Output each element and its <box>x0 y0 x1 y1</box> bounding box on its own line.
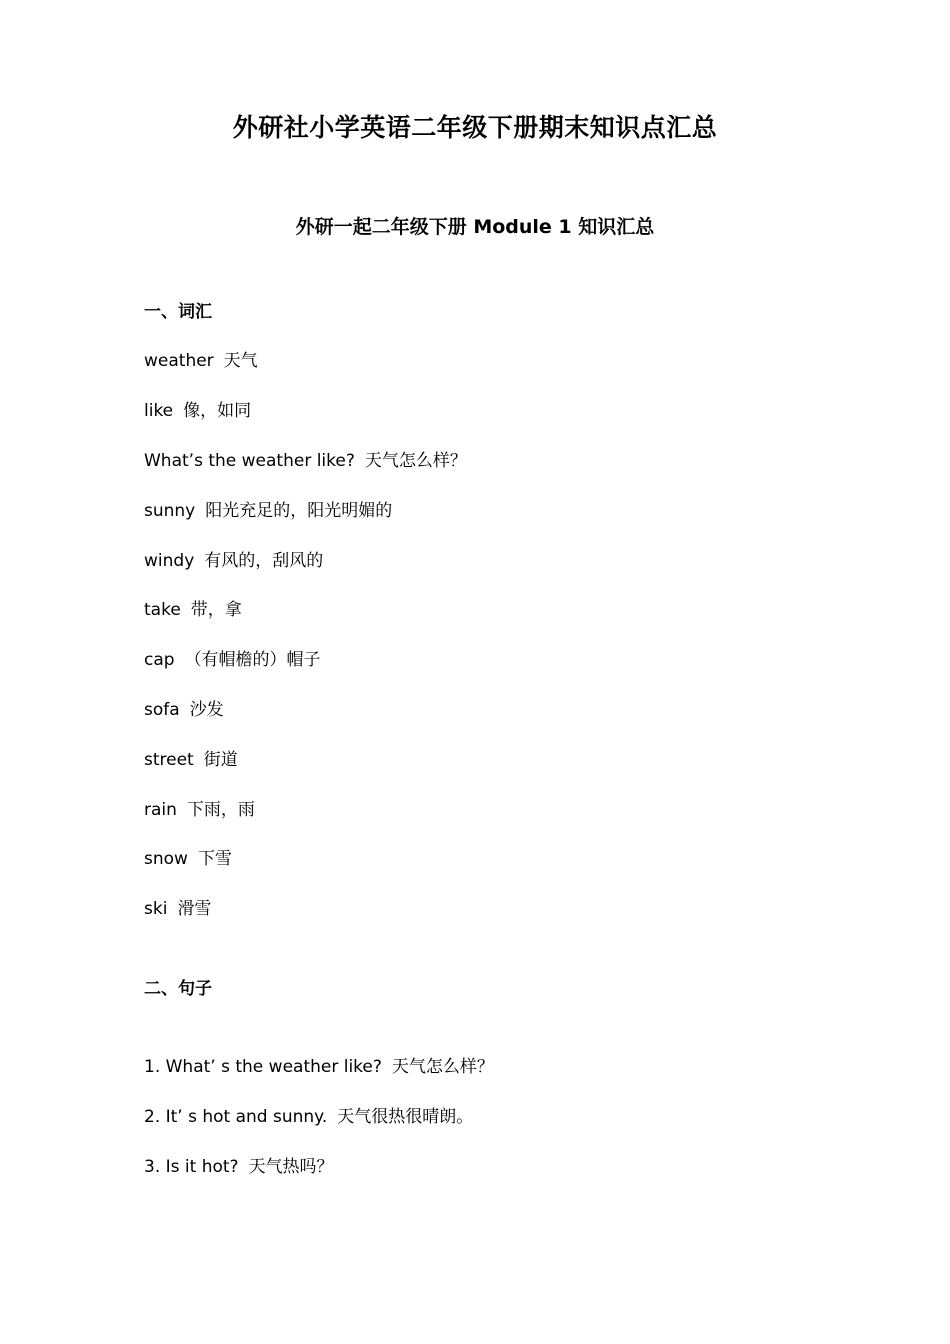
vocab-item <box>144 546 323 571</box>
vocab-item <box>144 595 242 620</box>
sentence-item <box>144 1102 473 1127</box>
vocab-chinese: （有帽檐的）帽子 <box>184 650 321 670</box>
vocab-item <box>144 795 255 820</box>
vocab-english: sofa <box>144 700 180 720</box>
vocab-chinese: 街道 <box>203 750 238 770</box>
vocab-chinese: 下雪 <box>197 849 232 869</box>
vocab-item <box>144 645 321 670</box>
vocab-english: take <box>144 600 181 620</box>
sentence-english: 3. Is it hot? <box>144 1157 239 1177</box>
vocab-english: rain <box>144 800 177 820</box>
vocab-english: ski <box>144 899 168 919</box>
vocab-chinese: 像，如同 <box>183 401 252 421</box>
vocab-english: cap <box>144 650 175 670</box>
sentence-english: 1. What’ s the weather like? <box>144 1057 382 1077</box>
vocab-chinese: 下雨，雨 <box>186 800 255 820</box>
document-title: 外研社小学英语二年级下册期末知识点汇总 <box>232 113 718 142</box>
vocab-english: windy <box>144 551 195 571</box>
sentence-chinese: 天气很热很晴朗。 <box>337 1107 474 1127</box>
sentence-english: 2. It’ s hot and sunny. <box>144 1107 328 1127</box>
vocab-item <box>144 894 211 919</box>
vocab-english: like <box>144 401 174 421</box>
vocab-chinese: 滑雪 <box>177 899 212 919</box>
vocab-chinese: 带，拿 <box>190 600 242 620</box>
module-title: 外研一起二年级下册 Module 1 知识汇总 <box>295 216 655 238</box>
vocab-chinese: 天气怎么样？ <box>364 451 467 471</box>
sentences-heading: 二、句子 <box>144 979 212 999</box>
vocab-item <box>144 695 224 720</box>
vocab-chinese: 阳光充足的，阳光明媚的 <box>205 501 393 521</box>
vocab-english: sunny <box>144 501 196 521</box>
vocab-english: street <box>144 750 194 770</box>
sentence-item <box>144 1052 494 1077</box>
vocab-chinese: 天气 <box>223 351 258 371</box>
vocab-english: snow <box>144 849 188 869</box>
sentence-chinese: 天气怎么样？ <box>391 1057 494 1077</box>
vocab-item <box>144 346 258 371</box>
vocab-english: weather <box>144 351 214 371</box>
vocabulary-heading: 一、词汇 <box>144 302 212 322</box>
vocab-english: What’s the weather like? <box>144 451 355 471</box>
vocab-item <box>144 396 251 421</box>
sentence-item <box>144 1152 334 1177</box>
vocab-item <box>144 844 232 869</box>
vocab-item <box>144 745 238 770</box>
vocab-item <box>144 446 467 471</box>
vocab-chinese: 有风的，刮风的 <box>204 551 324 571</box>
vocab-chinese: 沙发 <box>189 700 224 720</box>
sentence-chinese: 天气热吗？ <box>248 1157 334 1177</box>
vocab-item <box>144 496 392 521</box>
